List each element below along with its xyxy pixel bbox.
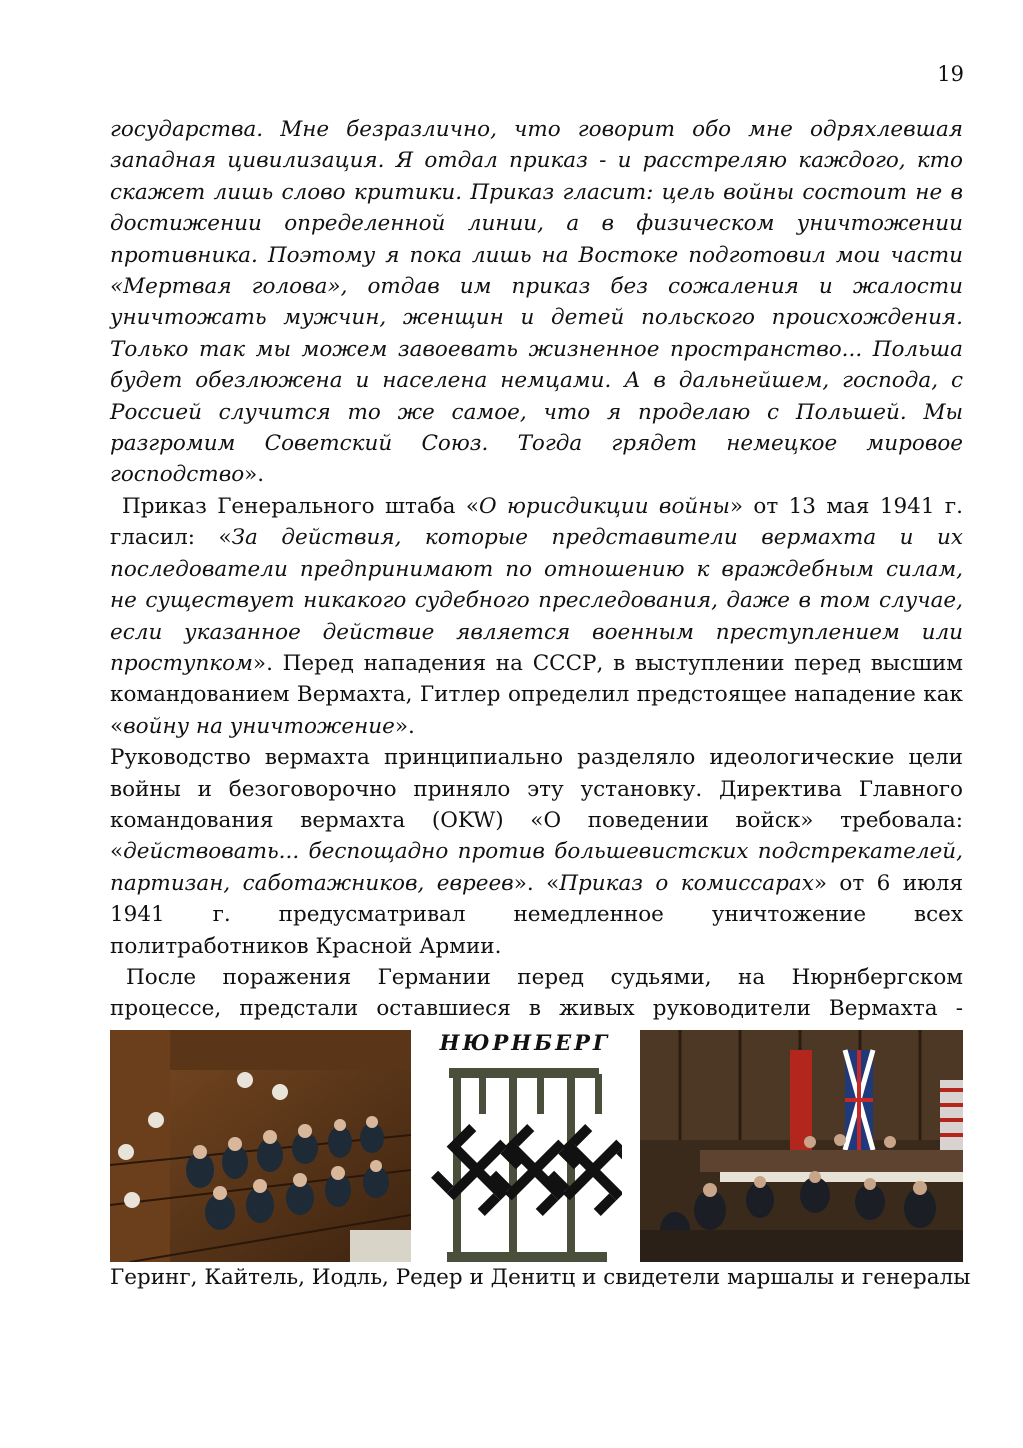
photo-tribunal-courtroom (640, 1030, 963, 1262)
directive-quote: действовать... беспощадно против большевистских подстрекателей, партизан, саботажников, евреев (110, 839, 963, 896)
paragraph-nuremberg: После поражения Германии перед судьями, на Нюрнбергском процессе, предстали оставшиеся в живых руководители Вермахта - (110, 964, 963, 1022)
photo-caption: Геринг, Кайтель, Иодль, Редер и Денитц и свидетели маршалы и генералы (110, 1265, 971, 1290)
flag-red (790, 1050, 812, 1150)
photo-nuremberg-poster (429, 1030, 622, 1262)
text-span: » от 13 мая 1941 г. гласил: « (110, 493, 963, 551)
photo-strip (110, 1030, 963, 1262)
body-text (110, 114, 963, 1056)
quote-end: ». (244, 462, 265, 488)
text-span: » от 6 июля 1941 г. предусматривал немедленное уничтожение всех политработников Красной Армии. (110, 870, 964, 959)
text-span: ». « (513, 870, 560, 896)
photo-defendants-dock (110, 1030, 411, 1262)
text-span: ». Перед нападения на СССР, в выступлении перед высшим командованием Вермахта, Гитлер определил предстоящее нападение как « (110, 650, 963, 739)
commissar-order: Приказ о комиссарах (559, 870, 814, 896)
text-span: Руководство вермахта принципиально разделяло идеологические цели войны и безоговорочно приняло эту установку. Директива Главного командования вермахта (OKW) «О поведении войск» требовала: « (110, 745, 963, 865)
paragraph-okw-directive (110, 742, 963, 962)
text-span: Приказ Генерального штаба « (122, 493, 479, 519)
order-title: О юрисдикции войны (478, 493, 730, 519)
order-quote: За действия, которые представители вермахта и их последователи предпринимают по отношению к враждебным силам, не существует никакого судебного преследования, даже в том случае, если указанное действие является военным преступлением или проступком (110, 525, 963, 676)
quote-text: государства. Мне безразлично, что говорит обо мне одряхлевшая западная цивилизация. Я отдал приказ - и расстреляю каждого, кто скажет лишь слово критики. Приказ гласит: цель войны состоит не в достижении определенной линии, а в физическом уничтожении противника. Поэтому я пока лишь на Востоке подготовил мои части «Мертвая голова», отдав им приказ без сожаления и жалости уничтожать мужчин, женщин и детей польского происхождения. Только так мы можем завоевать жизненное пространство... Польша будет обезлюжена и населена немцами. А в дальнейшем, господа, с Россией случится то же самое, что я проделаю с Польшей. Мы разгромим Советский Союз. Тогда грядет немецкое мировое господство (110, 117, 963, 488)
war-of-annihilation: войну на уничтожение (123, 713, 395, 739)
poster-title: НЮРНБЕРГ (439, 1030, 611, 1055)
text-span: ». (394, 713, 415, 739)
page-number: 19 (937, 62, 964, 86)
paragraph-quote (110, 114, 963, 491)
paragraph-jurisdiction-order (110, 491, 963, 742)
